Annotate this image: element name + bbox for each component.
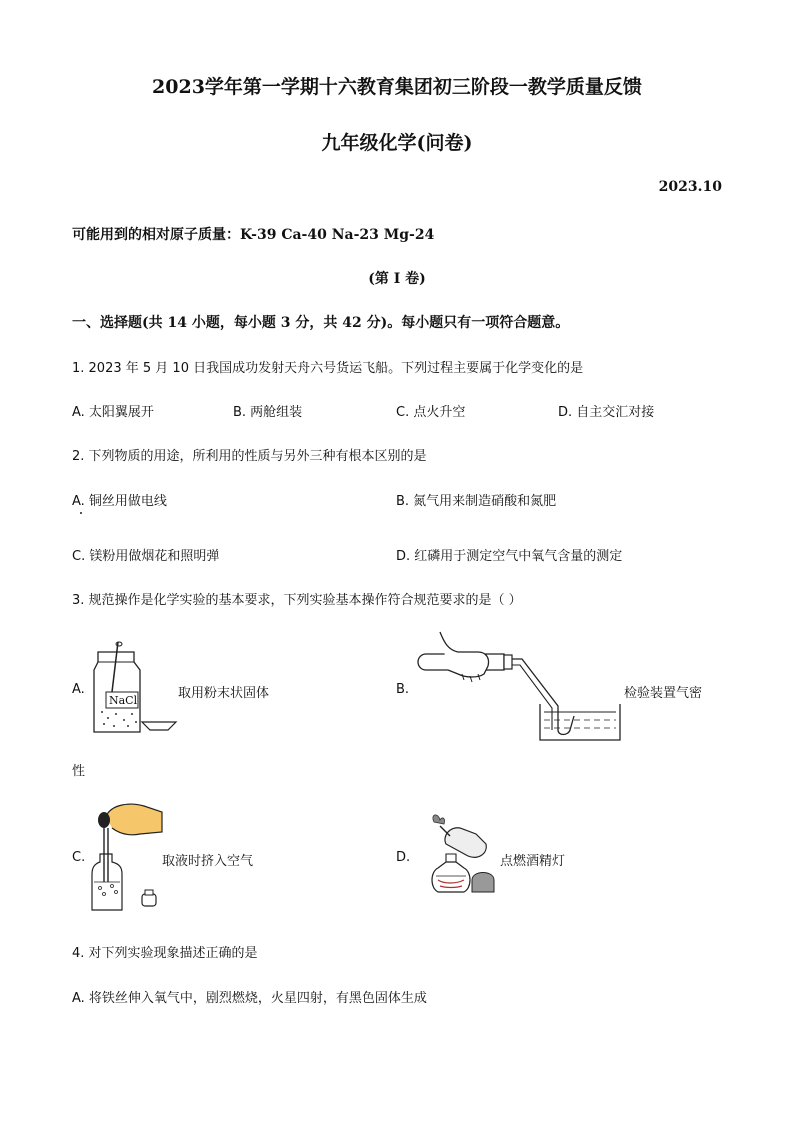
airtightness-illustration (418, 632, 628, 744)
alcohol-lamp-illustration (416, 814, 500, 896)
q2-stem: 2. 下列物质的用途，所利用的性质与另外三种有根本区别的是 (72, 449, 427, 464)
q3-option-d-letter: D. (396, 850, 411, 865)
q3-option-b-letter: B. (396, 682, 410, 697)
exam-date: 2023.10 (658, 179, 722, 195)
q1-option-c: C. 点火升空 (396, 405, 466, 420)
q3-option-c-letter: C. (72, 850, 86, 865)
exam-title: 2023学年第一学期十六教育集团初三阶段一教学质量反馈 (152, 76, 642, 98)
q3-option-d-text: 点燃酒精灯 (500, 854, 566, 869)
nacl-label: NaCl (109, 694, 138, 707)
q4-option-a: A. 将铁丝伸入氧气中，剧烈燃烧，火星四射，有黑色固体生成 (72, 991, 427, 1006)
volume-label: (第 I 卷) (368, 271, 426, 287)
q4-stem: 4. 对下列实验现象描述正确的是 (72, 946, 258, 961)
q3-option-c-text: 取液时挤入空气 (162, 854, 254, 869)
q3-option-a-text: 取用粉末状固体 (178, 686, 270, 701)
q3-stem: 3. 规范操作是化学实验的基本要求，下列实验基本操作符合规范要求的是（ ） (72, 593, 522, 608)
q1-option-a: A. 太阳翼展开 (72, 405, 154, 420)
section-heading: 一、选择题(共 14 小题，每小题 3 分，共 42 分)。每小题只有一项符合题意。 (72, 315, 570, 331)
q3-option-a-letter: A. (72, 682, 85, 697)
q3-option-b-text: 检验装置气密 (624, 686, 703, 701)
dropper-illustration (90, 798, 170, 914)
q2-option-d: D. 红磷用于测定空气中氧气含量的测定 (396, 549, 623, 564)
stray-dot (80, 512, 82, 514)
q2-option-a: A. 铜丝用做电线 (72, 494, 167, 509)
q1-option-d: D. 自主交汇对接 (558, 405, 655, 420)
powder-bottle-illustration (88, 640, 178, 736)
q1-stem: 1. 2023 年 5 月 10 日我国成功发射天舟六号货运飞船。下列过程主要属于化学变化的是 (72, 361, 584, 376)
q3-option-b-text-continued: 性 (72, 764, 86, 779)
q2-option-c: C. 镁粉用做烟花和照明弹 (72, 549, 220, 564)
atomic-masses: 可能用到的相对原子质量：K-39 Ca-40 Na-23 Mg-24 (72, 227, 435, 243)
q2-option-b: B. 氮气用来制造硝酸和氮肥 (396, 494, 557, 509)
exam-subtitle: 九年级化学(问卷) (321, 132, 473, 154)
q1-option-b: B. 两舱组装 (233, 405, 303, 420)
